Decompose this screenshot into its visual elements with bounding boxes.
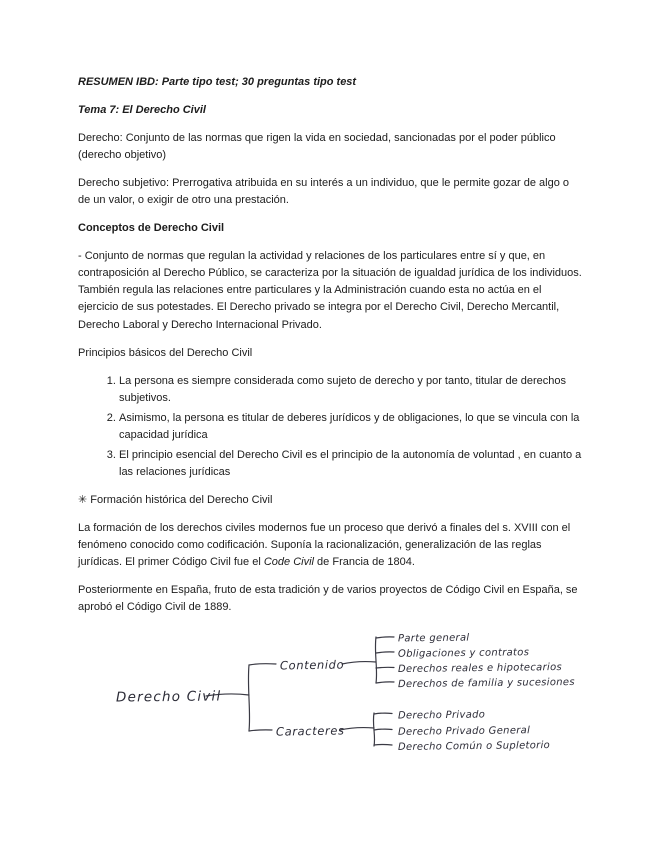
heading-conceptos: Conceptos de Derecho Civil [78, 222, 225, 235]
paragraph-derecho-subjetivo: Derecho subjetivo: Prerrogativa atribuida en su interés a un individuo, que le permite gozar de algo o de un valor, o exigir de otro una prestación. [78, 177, 570, 207]
paragraph-posteriormente: Posteriormente en España, fruto de esta tradición y de varios proyectos de Código Civil en España, se aprobó el Código Civil de 1889. [78, 584, 578, 614]
paragraph-concepto: - Conjunto de normas que regulan la actividad y relaciones de los particulares entre sí y que, en contraposición al Derecho Público, se caracteriza por la situación de igualdad jurídica de los individuos. También regula las relaciones entre particulares y la Administración cuando esta no actúa en el ejercicio de sus potestades. El Derecho privado se integra por el Derecho Civil, Derecho Mercantil, Derecho Laboral y Derecho Internacional Privado. [78, 250, 582, 331]
code-civil-italic: Code Civil [263, 556, 314, 569]
diagram-item-derechos-familia: Derechos de familia y sucesiones [397, 677, 575, 691]
diagram-item-derecho-comun: Derecho Común o Supletorio [397, 740, 551, 754]
diagram-item-parte-general: Parte general [397, 632, 470, 645]
diagram-item-derechos-reales: Derechos reales e hipotecarios [397, 662, 563, 676]
document-page [78, 74, 582, 779]
paragraph-principios: Principios básicos del Derecho Civil [78, 346, 253, 359]
summary-heading: RESUMEN IBD: Parte tipo test; 30 preguntas tipo test [78, 76, 357, 88]
paragraph-derecho: Derecho: Conjunto de las normas que rigen la vida en sociedad, sancionadas por el poder público (derecho objetivo) [78, 132, 556, 162]
topic-heading: Tema 7: El Derecho Civil [78, 104, 206, 117]
diagram-item-derecho-privado: Derecho Privado [397, 709, 486, 722]
heading-formacion: ✳ Formación histórica del Derecho Civil [78, 493, 273, 506]
list-item-3: 3. El principio esencial del Derecho Civil es el principio de la autonomía de voluntad , en cuanto a las relaciones jurídicas [119, 447, 582, 481]
formacion-text-post: de Francia de 1804. [314, 556, 415, 569]
diagram-item-obligaciones: Obligaciones y contratos [397, 647, 530, 660]
diagram-branch-contenido: Contenido [279, 657, 345, 673]
handwritten-diagram [78, 627, 582, 779]
diagram-root-label: Derecho Civil [115, 688, 222, 706]
diagram-branch-caracteres: Caracteres [275, 723, 345, 739]
formacion-text-pre: La formación de los derechos civiles modernos fue un proceso que derivó a finales del s. XVIII con el fenómeno conocido como codificación. Suponía la racionalización, generalización de las reglas jurídicas. El primer Código Civil fue el [78, 521, 571, 569]
paragraph-formacion [78, 520, 582, 571]
diagram-item-derecho-privado-general: Derecho Privado General [397, 725, 531, 738]
list-item-1: 1. La persona es siempre considerada como sujeto de derecho y por tanto, titular de derechos subjetivos. [119, 373, 582, 407]
list-item-2: 2. Asimismo, la persona es titular de deberes jurídicos y de obligaciones, lo que se vincula con la capacidad jurídica [119, 410, 582, 444]
principios-list [78, 373, 582, 481]
